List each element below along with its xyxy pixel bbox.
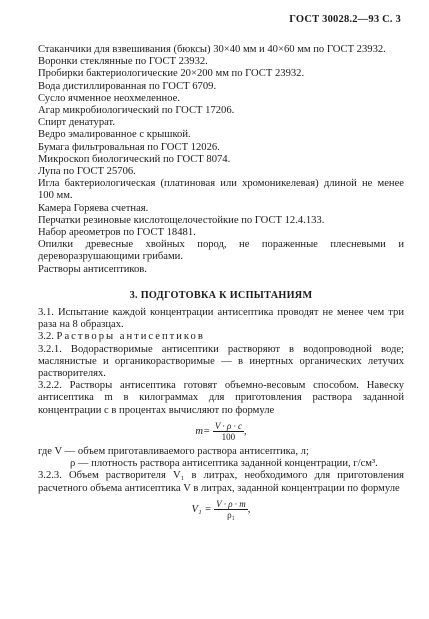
formula-mass-tail: , [243, 425, 247, 437]
list-item: Набор ареометров по ГОСТ 18481. [38, 227, 196, 239]
formula-mass [38, 421, 404, 442]
list-item: Перчатки резиновые кислотощелочестойкие по ГОСТ 12.4.133. [38, 214, 325, 226]
page-content [38, 44, 404, 524]
list-item: Агар микробиологический по ГОСТ 17206. [38, 105, 235, 117]
section-title: 3. ПОДГОТОВКА К ИСПЫТАНИЯМ [129, 289, 313, 301]
paragraph-3-2-2: 3.2.2. Растворы антисептика готовят объемно-весовым способом. Навеску антисептика m в килограммах для приготовления раствора заданной концентрации c в процентах вычисляют по формуле [38, 380, 404, 416]
formula-volume-denominator: ρ₁ [227, 509, 235, 520]
list-item: Сусло ячменное неохмеленное. [38, 92, 180, 104]
formula-volume-numerator: V · ρ · m [216, 498, 246, 509]
formula-mass-lhs: m= [195, 425, 211, 437]
list-item: Опилки древесные хвойных пород, не пораженные плесневыми и дереворазрушающими грибами. [38, 239, 404, 263]
page-header: ГОСТ 30028.2—93 С. 3 [289, 14, 401, 25]
formula-volume-fraction [214, 499, 248, 520]
paragraph-3-1: 3.1. Испытание каждой концентрации антисептика проводят не менее чем три раза на 8 образцах. [38, 307, 404, 331]
definition-rho: ρ — плотность раствора антисептика заданной концентрации, г/см³. [70, 458, 378, 470]
list-item: Растворы антисептиков. [38, 263, 147, 275]
formula-volume-lhs: V₁ = [191, 503, 212, 515]
list-item: Игла бактериологическая (платиновая или хромоникелевая) длиной не менее 100 мм. [38, 178, 404, 202]
list-item: Камера Горяева счетная. [38, 202, 149, 214]
list-item: Вода дистиллированная по ГОСТ 6709. [38, 80, 217, 92]
list-item: Бумага фильтровальная по ГОСТ 12026. [38, 141, 220, 153]
paragraph-3-2-1: 3.2.1. Водорастворимые антисептики растворяют в водопроводной воде; маслянистые и органикорастворимые — в инертных органических летучих растворителях. [38, 343, 404, 380]
paragraph-3-2: 3.2. Растворы антисептиков [38, 331, 205, 343]
definition-v: где V — объем приготавливаемого раствора антисептика, л; [38, 445, 309, 457]
list-item: Воронки стеклянные по ГОСТ 23932. [38, 56, 208, 68]
formula-volume-tail: , [247, 503, 251, 515]
formula-mass-fraction [213, 421, 244, 442]
list-item: Спирт денатурат. [38, 117, 116, 129]
formula-mass-numerator: V · ρ · c [214, 420, 242, 431]
list-item: Пробирки бактериологические 20×200 мм по ГОСТ 23932. [38, 68, 305, 80]
formula-volume [38, 499, 404, 520]
list-item: Микроскоп биологический по ГОСТ 8074. [38, 153, 231, 165]
paragraph-3-2-3: 3.2.3. Объем растворителя V₁ в литрах, необходимого для приготовления расчетного объема антисептика V в литрах, заданной концентрации по формуле [38, 470, 404, 494]
list-item: Стаканчики для взвешивания (бюксы) 30×40 мм и 40×60 мм по ГОСТ 23932. [38, 44, 386, 55]
formula-mass-denominator: 100 [221, 431, 236, 442]
list-item: Ведро эмалированное с крышкой. [38, 129, 191, 141]
list-item: Лупа по ГОСТ 25706. [38, 166, 136, 178]
